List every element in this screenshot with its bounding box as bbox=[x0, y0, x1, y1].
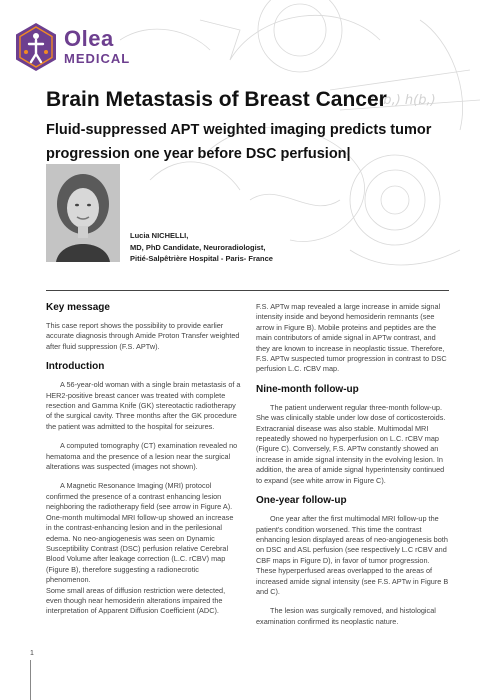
heading-one-year-follow-up: One-year follow-up bbox=[256, 495, 347, 507]
heading-key-message: Key message bbox=[46, 302, 110, 313]
author-role: MD, PhD Candidate, Neuroradiologist, bbox=[130, 242, 266, 252]
author-affiliation: Pitié-Salpêtrière Hospital - Paris- France bbox=[130, 254, 273, 263]
introduction-paragraph-5: F.S. APTw map revealed a large increase in amide signal intensity inside and beyond hemosiderin remnants (see arrow in Figure B). Mobile proteins and peptides are the main contributors of amide signal in APTw contrast, and they are known to increase in neoplastic tissue. Therefore, F.S. APTw suspected tumor progression in contrast to DSC perfusion L.C. rCBV map. bbox=[256, 302, 447, 374]
one-year-paragraph-2: The lesion was surgically removed, and histological examination confirmed its neoplastic nature. bbox=[256, 606, 436, 626]
introduction-paragraph-3: A Magnetic Resonance Imaging (MRI) protocol confirmed the presence of a contrast enhancing lesion neighboring the radiotherapy field (see arrow in Figure A). One-month multimodal MRI follow-up showed an increase in the contrast-enhancing lesion and in the perilesional edema. No neo-angiogenesis was seen on Dynamic Susceptibility Contrast (DSC) perfusion relative Cerebral Blood Volume after leakage correction (L.C. rCBV) map (Figure B), therefore suggesting a radionecrotic phenomenon. bbox=[46, 481, 234, 585]
header-divider bbox=[46, 290, 449, 291]
introduction-paragraph-2: A computed tomography (CT) examination revealed no hematoma and the presence of a lesion near the surgical alterations was suspected (images not shown). bbox=[46, 441, 238, 472]
heading-nine-month-follow-up: Nine-month follow-up bbox=[256, 383, 359, 395]
logo-wordmark-olea: Olea bbox=[64, 26, 114, 51]
article-subtitle: Fluid-suppressed APT weighted imaging predicts tumor progression one year before DSC perfusion| bbox=[46, 122, 432, 162]
logo-wordmark-medical: MEDICAL bbox=[64, 51, 131, 66]
left-column bbox=[46, 302, 241, 626]
author-photo bbox=[46, 164, 120, 262]
olea-medical-logo bbox=[14, 22, 134, 72]
heading-introduction: Introduction bbox=[46, 361, 105, 373]
introduction-paragraph-4: Some small areas of diffusion restriction were detected, even though near hemosiderin alterations impaired the interpretation of Apparent Diffusion Coefficient (ADC). bbox=[46, 585, 226, 616]
article-title: Brain Metastasis of Breast Cancer bbox=[46, 88, 387, 111]
one-year-paragraph-1: One year after the first multimodal MRI follow-up the patient's condition worsened. This time the contrast enhancing lesion displayed areas of neo-angiogenesis both on DSC and ASL perfusion (see respectively L.C rCBV and CBF maps in Figure D), in favor of tumor progression. These hyperperfused areas overlapped to the areas of increased amide signal intensity (see F.S. APTw in Figure B and C). bbox=[256, 514, 449, 596]
right-column bbox=[256, 302, 451, 636]
introduction-paragraph-1: A 56-year-old woman with a single brain metastasis of a HER2-positive breast cancer was treated with complete resection and Gamma Knife (GK) stereotactic radiotherapy of the surgical cavity. Three months after the GK procedure the patient was admitted to the hospital for seizures. bbox=[46, 380, 241, 431]
page-margin-line bbox=[30, 660, 31, 700]
svg-text:h(b,) h(b,): h(b,) h(b,) bbox=[370, 93, 436, 108]
author-name: Lucia NICHELLI, bbox=[130, 231, 189, 240]
key-message-text: This case report shows the possibility to provide earlier accurate diagnosis through Amide Proton Transfer weighted after fluid suppression (F.S. APTw). bbox=[46, 321, 240, 351]
olea-hexagon-icon bbox=[14, 22, 58, 72]
nine-month-paragraph: The patient underwent regular three-month follow-up. She was clinically stable under low dose of corticosteroids. Extracranial disease was also stable. Multimodal MRI repeatedly showed no hyperperfusion on L.C. rCBV map (Figure C). Conversely, F.S. APTw constantly showed an increase in amide signal intensity in the evolving lesion. In addition, the area of amide signal hyperintensity continued to expand (see white arrow in Figure C). bbox=[256, 402, 446, 485]
page-number: 1 bbox=[30, 650, 34, 657]
author-info bbox=[130, 230, 273, 265]
